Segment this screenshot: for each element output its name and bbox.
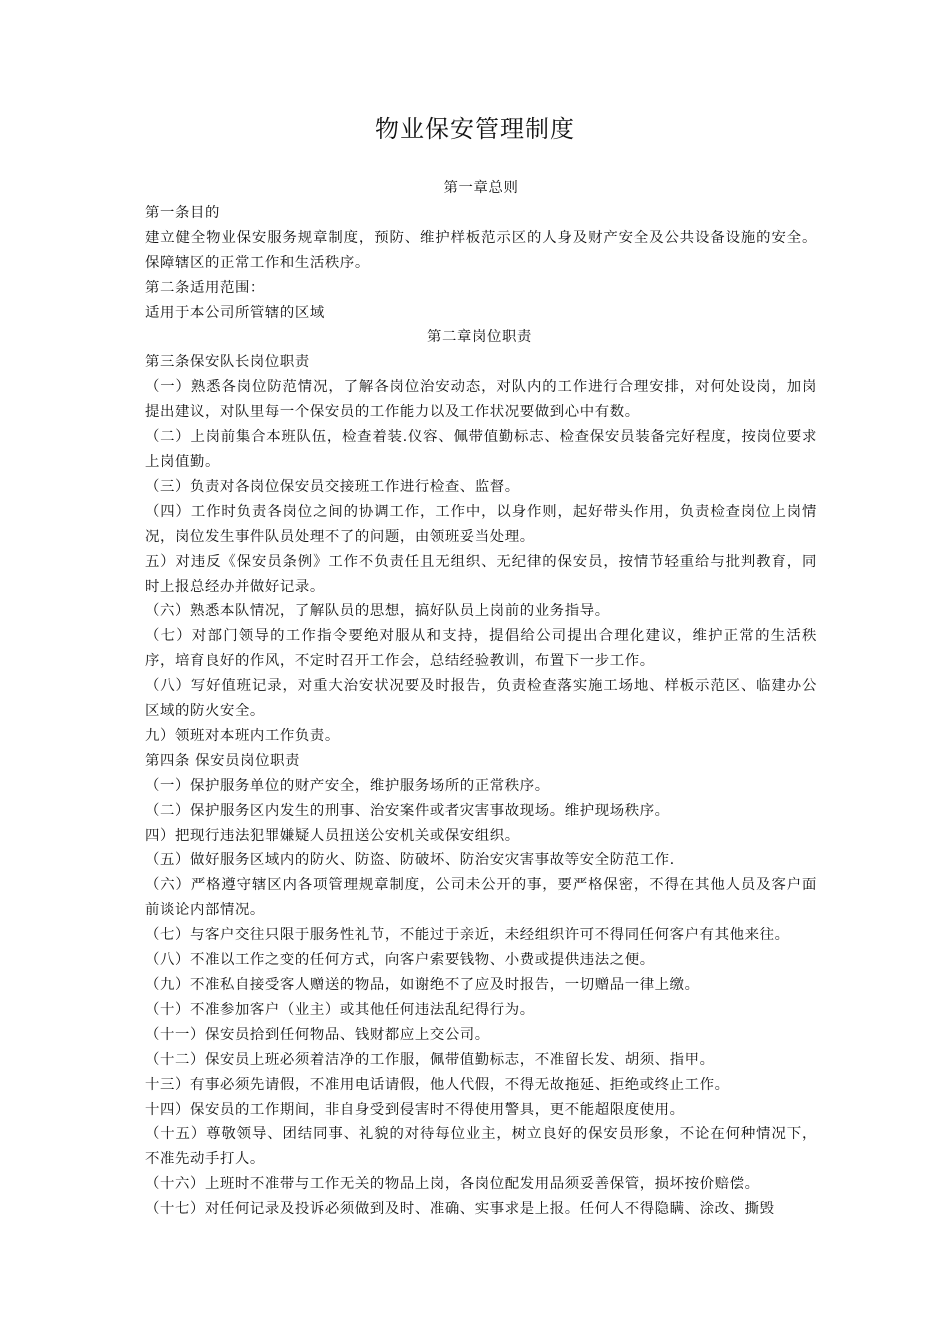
article-heading: 第一条目的 bbox=[145, 204, 220, 221]
chapter-heading: 第二章岗位职责 bbox=[427, 329, 532, 346]
list-item: （十）不准参加客户（业主）或其他任何违法乱纪得行为。 bbox=[145, 1001, 535, 1018]
list-item: （七）与客户交往只限于服务性礼节，不能过于亲近，未经组织许可不得同任何客户有其他来往。 bbox=[145, 927, 790, 944]
list-item: （六）熟悉本队情况，了解队员的思想，搞好队员上岗前的业务指导。 bbox=[145, 603, 610, 620]
list-item: （十七）对任何记录及投诉必须做到及时、准确、实事求是上报。任何人不得隐瞒、涂改、撕毁 bbox=[145, 1201, 775, 1218]
list-item: （十五）尊敬领导、团结同事、礼貌的对待每位业主，树立良好的保安员形象，不论在何种情况下，不准先动手打人。 bbox=[145, 1126, 817, 1168]
list-item: （八）写好值班记录，对重大治安状况要及时报告，负责检查落实施工场地、样板示范区、临建办公区域的防火安全。 bbox=[145, 678, 817, 720]
paragraph: 适用于本公司所管辖的区域 bbox=[145, 304, 325, 321]
list-item: （二）上岗前集合本班队伍，检查着装.仪容、佩带值勤标志、检查保安员装备完好程度，按岗位要求上岗值勤。 bbox=[145, 429, 817, 470]
list-item: 五）对违反《保安员条例》工作不负责任且无组织、无纪律的保安员，按情节轻重给与批判教育，同时上报总经办并做好记录。 bbox=[145, 553, 817, 595]
list-item: （九）不准私自接受客人赠送的物品，如谢绝不了应及时报告，一切赠品一律上缴。 bbox=[145, 977, 700, 993]
list-item: 九）领班对本班内工作负责。 bbox=[145, 727, 340, 744]
list-item: （一）保护服务单位的财产安全，维护服务场所的正常秩序。 bbox=[145, 777, 550, 794]
list-item: 十四）保安员的工作期间，非自身受到侵害时不得使用警具，更不能超限度使用。 bbox=[145, 1101, 685, 1118]
document-title: 物业保安管理制度 bbox=[375, 115, 575, 143]
article-heading: 第四条 保安员岗位职责 bbox=[145, 752, 301, 769]
list-item: （十六）上班时不准带与工作无关的物品上岗，各岗位配发用品须妥善保管，损坏按价赔偿。 bbox=[145, 1176, 760, 1193]
chapter-heading: 第一章总则 bbox=[443, 180, 519, 196]
list-item: （四）工作时负责各岗位之间的协调工作，工作中，以身作则，起好带头作用，负责检查岗位上岗情况，岗位发生事件队员处理不了的问题，由领班妥当处理。 bbox=[145, 503, 817, 545]
list-item: （一）熟悉各岗位防范情况，了解各岗位治安动态，对队内的工作进行合理安排，对何处设岗，加岗提出建议，对队里每一个保安员的工作能力以及工作状况要做到心中有数。 bbox=[145, 379, 817, 421]
list-item: 四）把现行违法犯罪嫌疑人员扭送公安机关或保安组织。 bbox=[145, 827, 520, 844]
paragraph: 建立健全物业保安服务规章制度，预防、维护样板范示区的人身及财产安全及公共设备设施的安全。保障辖区的正常工作和生活秩序。 bbox=[145, 229, 817, 271]
document-body bbox=[145, 176, 817, 1222]
list-item: （十二）保安员上班必须着洁净的工作服，佩带值勤标志，不准留长发、胡须、指甲。 bbox=[145, 1051, 715, 1068]
list-item: （七）对部门领导的工作指令要绝对服从和支持，提倡给公司提出合理化建议，维护正常的生活秩序，培育良好的作风，不定时召开工作会，总结经验教训，布置下一步工作。 bbox=[145, 628, 817, 670]
list-item: （八）不准以工作之变的任何方式，向客户索要钱物、小费或提供违法之便。 bbox=[145, 952, 655, 969]
article-heading: 第三条保安队长岗位职责 bbox=[145, 354, 310, 371]
list-item: （二）保护服务区内发生的刑事、治安案件或者灾害事故现场。维护现场秩序。 bbox=[145, 802, 670, 819]
article-heading: 第二条适用范围： bbox=[145, 279, 265, 296]
list-item: （十一）保安员拾到任何物品、钱财都应上交公司。 bbox=[145, 1026, 490, 1043]
list-item: 十三）有事必须先请假，不准用电话请假，他人代假，不得无故拖延、拒绝或终止工作。 bbox=[145, 1076, 730, 1093]
list-item: （三）负责对各岗位保安员交接班工作进行检查、监督。 bbox=[145, 478, 520, 495]
list-item: （六）严格遵守辖区内各项管理规章制度，公司未公开的事，要严格保密，不得在其他人员及客户面前谈论内部情况。 bbox=[145, 877, 817, 919]
list-item: （五）做好服务区域内的防火、防盗、防破坏、防治安灾害事故等安全防范工作. bbox=[145, 852, 675, 869]
